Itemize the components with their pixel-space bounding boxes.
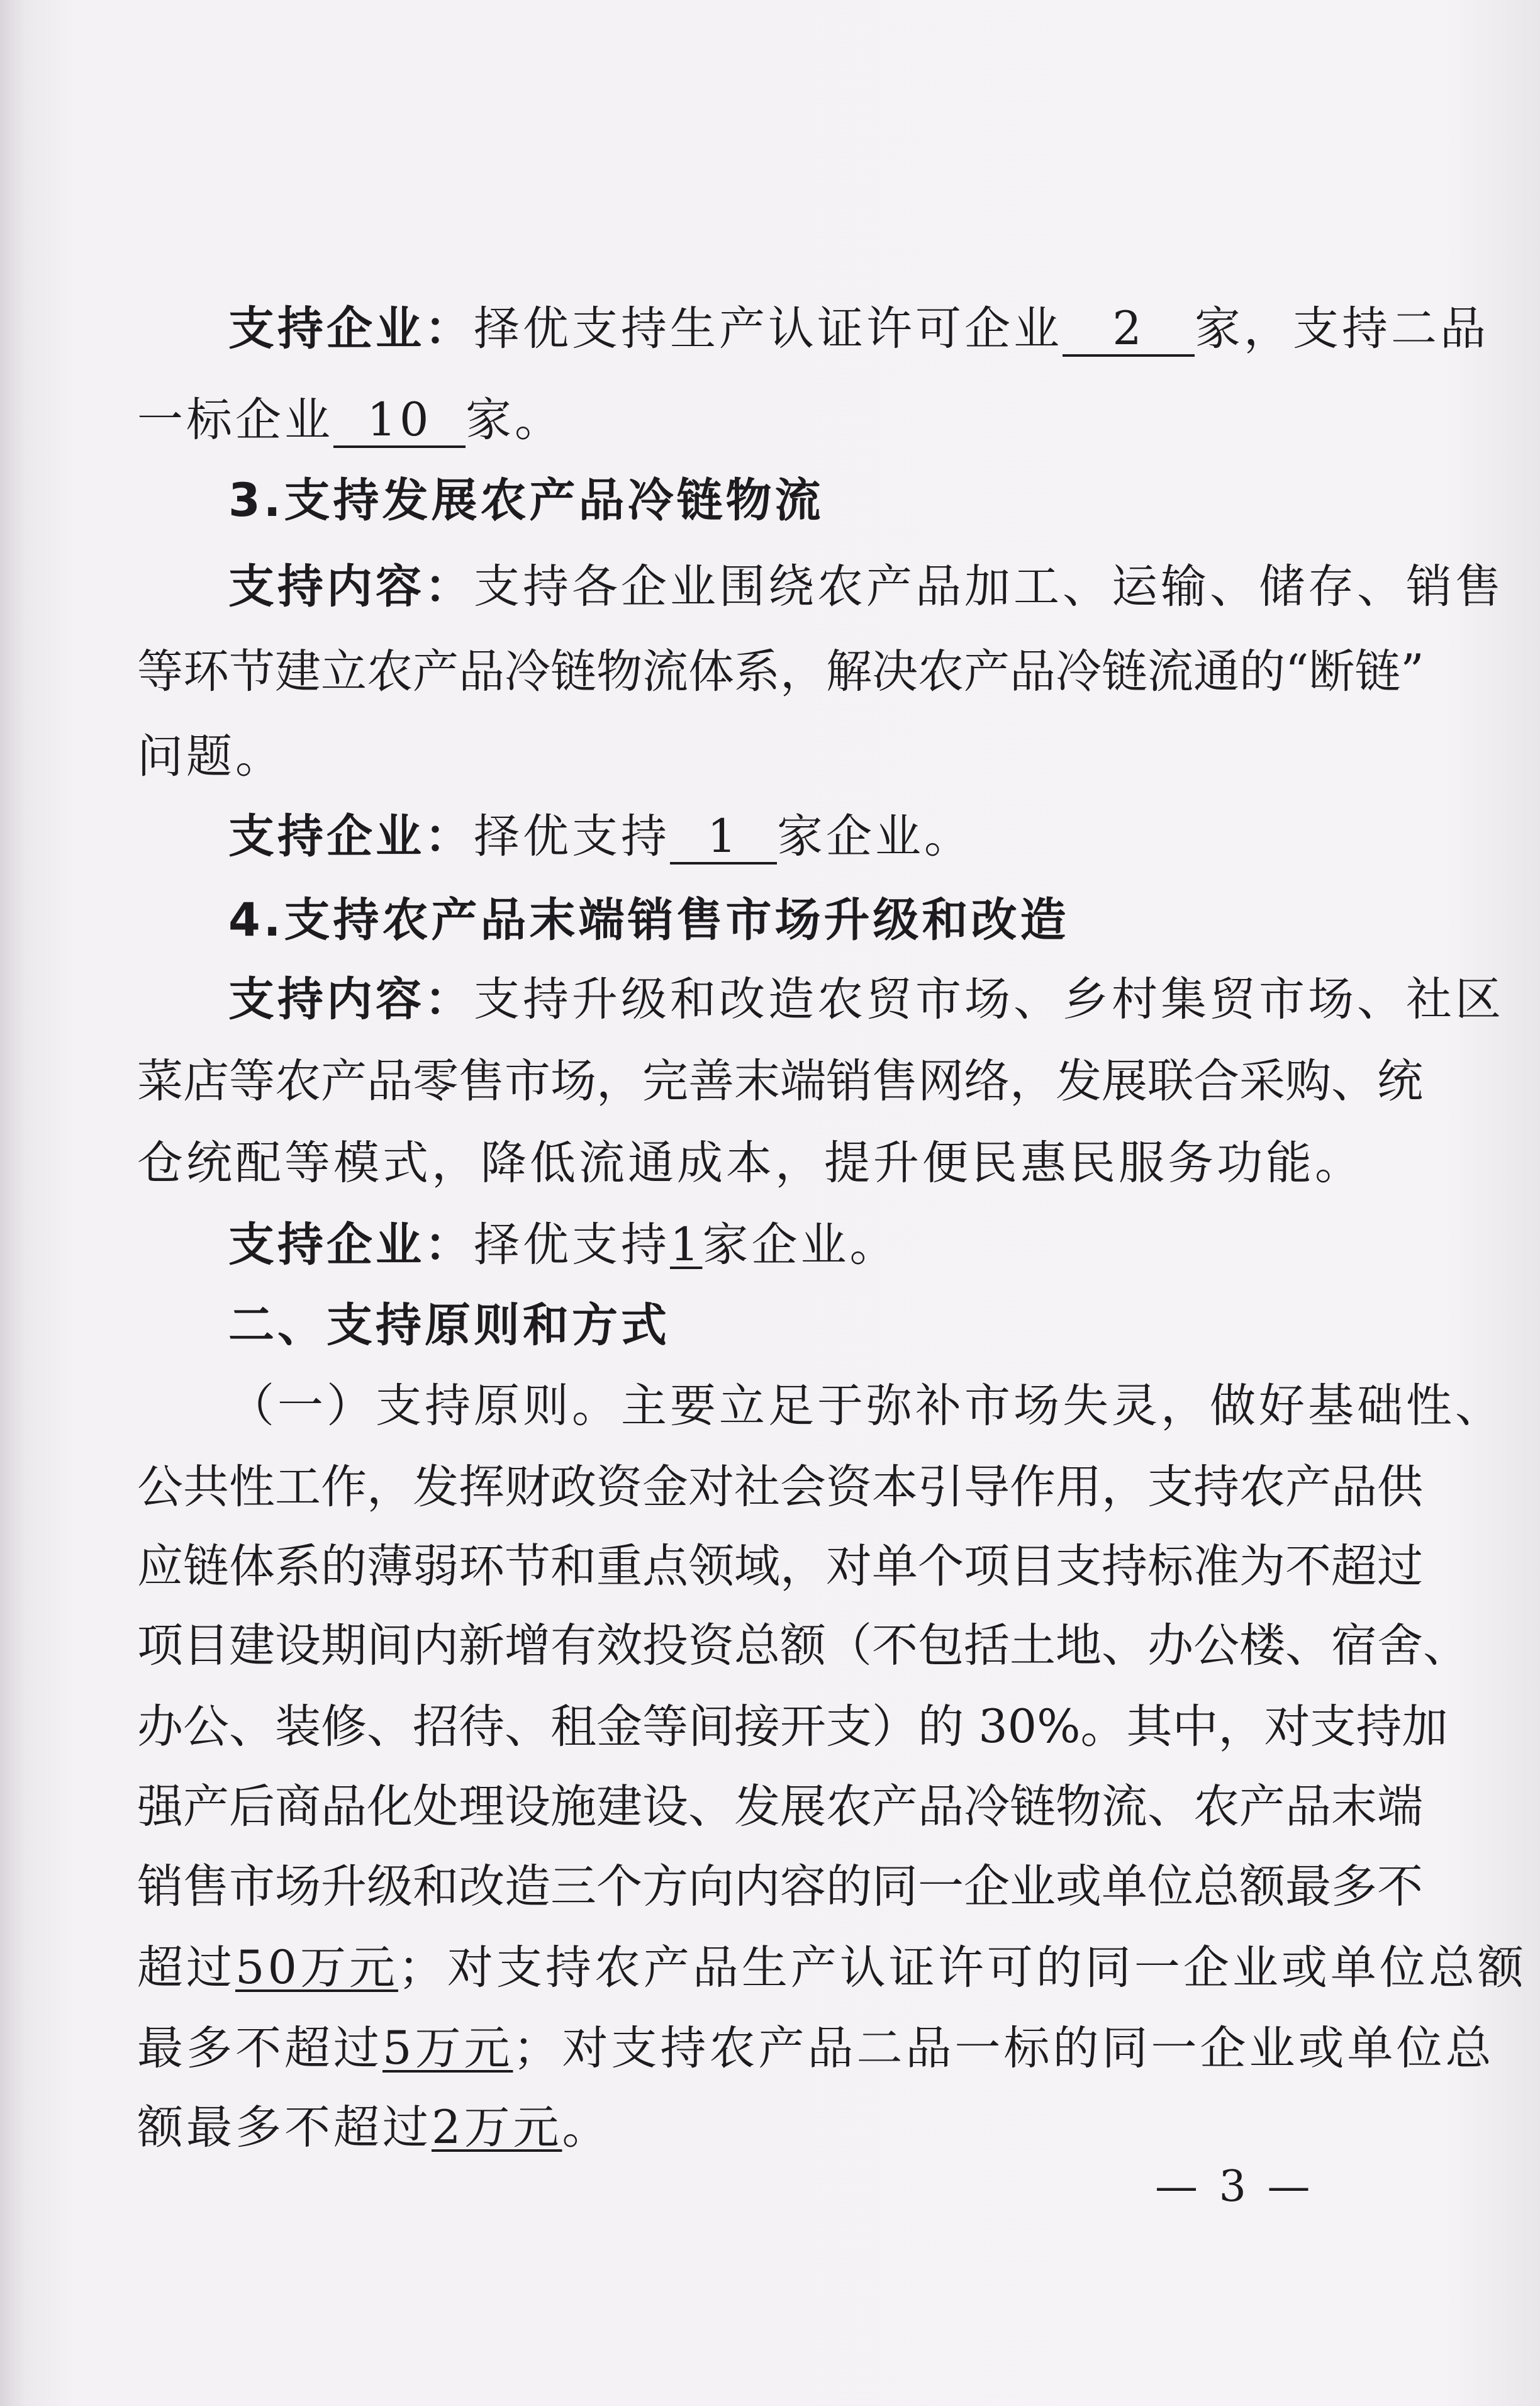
text: 额最多不超过 bbox=[137, 2101, 432, 2154]
label-support-enterprises: 支持企业： bbox=[228, 810, 474, 863]
text: 一标企业 bbox=[137, 393, 333, 447]
paragraph-line bbox=[137, 1940, 1527, 1996]
text: 最多不超过 bbox=[137, 2022, 382, 2075]
label-support-enterprises: 支持企业： bbox=[228, 1218, 474, 1272]
fill-blank: 2 bbox=[1063, 304, 1195, 357]
text: 。 bbox=[562, 2101, 611, 2154]
paragraph-line: 项目建设期间内新增有效投资总额（不包括土地、办公楼、宿舍、 bbox=[137, 1619, 1469, 1672]
amount-value: 50万元 bbox=[235, 1941, 398, 1995]
text: ；对支持农产品二品一标的同一企业或单位总 bbox=[513, 2022, 1495, 2075]
paragraph-line bbox=[228, 301, 1489, 357]
paragraph-line: 公共性工作，发挥财政资金对社会资本引导作用，支持农产品供 bbox=[137, 1460, 1423, 1514]
label-support-enterprises: 支持企业： bbox=[228, 302, 474, 355]
paragraph-line: 应链体系的薄弱环节和重点领域，对单个项目支持标准为不超过 bbox=[137, 1540, 1423, 1593]
paragraph-line: 销售市场升级和改造三个方向内容的同一企业或单位总额最多不 bbox=[137, 1860, 1423, 1913]
underlined-value: 1 bbox=[670, 1218, 703, 1272]
paragraph-line bbox=[228, 559, 1504, 615]
paragraph-line: 办公、装修、招待、租金等间接开支）的 30%。其中，对支持加 bbox=[137, 1700, 1448, 1754]
paragraph-line bbox=[228, 971, 1504, 1028]
paragraph-line bbox=[228, 1217, 898, 1273]
text: 家企业。 bbox=[702, 1218, 899, 1272]
fill-blank: 1 bbox=[670, 812, 777, 864]
text: 择优支持 bbox=[474, 1218, 670, 1272]
text: 支持各企业围绕农产品加工、运输、储存、销售 bbox=[474, 560, 1504, 613]
paragraph-line: 等环节建立农产品冷链物流体系，解决农产品冷链流通的“断链” bbox=[137, 645, 1424, 698]
text: 家企业。 bbox=[777, 810, 973, 863]
page-number: — 3 — bbox=[1155, 2162, 1314, 2212]
text: ；对支持农产品生产认证许可的同一企业或单位总额 bbox=[398, 1941, 1527, 1995]
paragraph-line: 强产后商品化处理设施建设、发展农产品冷链物流、农产品末端 bbox=[137, 1780, 1423, 1833]
text: 支持升级和改造农贸市场、乡村集贸市场、社区 bbox=[474, 973, 1504, 1026]
label-support-content: 支持内容： bbox=[228, 973, 474, 1026]
section-heading: 4.支持农产品末端销售市场升级和改造 bbox=[228, 893, 1069, 947]
amount-value: 5万元 bbox=[382, 2022, 513, 2075]
paragraph-line: 问题。 bbox=[137, 730, 284, 783]
amount-value: 2万元 bbox=[432, 2101, 562, 2154]
text: 超过 bbox=[137, 1941, 235, 1995]
text: 择优支持 bbox=[474, 810, 670, 863]
paragraph-line: 仓统配等模式，降低流通成本，提升便民惠民服务功能。 bbox=[137, 1136, 1364, 1190]
paragraph-line bbox=[137, 392, 564, 449]
section-heading: 3.支持发展农产品冷链物流 bbox=[228, 474, 824, 527]
text: 择优支持生产认证许可企业 bbox=[474, 302, 1063, 355]
paragraph-line: 菜店等农产品零售市场，完善末端销售网络，发展联合采购、统 bbox=[137, 1055, 1423, 1108]
paragraph-line bbox=[137, 2020, 1494, 2077]
text: 家，支持二品 bbox=[1195, 302, 1489, 355]
label-support-content: 支持内容： bbox=[228, 560, 474, 613]
chapter-heading: 二、支持原则和方式 bbox=[228, 1299, 670, 1352]
text: 家。 bbox=[466, 393, 564, 447]
paragraph-line bbox=[137, 2100, 611, 2156]
paragraph-line: （一）支持原则。主要立足于弥补市场失灵，做好基础性、 bbox=[228, 1379, 1504, 1433]
fill-blank: 10 bbox=[333, 395, 466, 448]
paragraph-line bbox=[228, 809, 973, 865]
